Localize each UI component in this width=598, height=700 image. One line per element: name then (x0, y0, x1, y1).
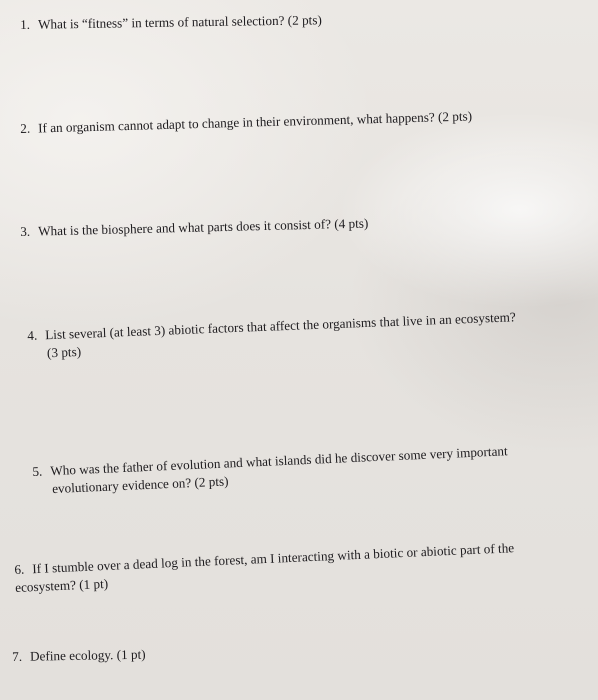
question-text-line-1: Who was the father of evolution and what islands did he discover some very important (49, 443, 508, 479)
question-4 (27, 308, 517, 363)
question-text: Define ecology. (1 pt) (29, 646, 146, 664)
question-5 (32, 442, 509, 499)
question-number: 3. (20, 223, 31, 239)
question-7 (12, 646, 146, 666)
question-text-line-1: List several (at least 3) abiotic factors that affect the organisms that live in an ecosystem? (44, 309, 516, 343)
question-text-line-2: ecosystem? (1 pt) (14, 575, 109, 595)
question-number: 6. (14, 561, 25, 577)
question-text: What is the biosphere and what parts does it consist of? (4 pts) (37, 215, 369, 239)
question-3 (20, 214, 369, 241)
question-1 (20, 11, 322, 34)
question-text-line-2: (3 pts) (46, 343, 82, 361)
question-6 (14, 539, 515, 597)
question-number: 2. (20, 120, 31, 136)
question-number: 7. (12, 648, 23, 664)
question-text-line-1: If I stumble over a dead log in the forest, am I interacting with a biotic or abiotic part of the (31, 540, 515, 577)
question-text-line-2: evolutionary evidence on? (2 pts) (51, 473, 229, 497)
question-number: 1. (20, 16, 31, 32)
question-number: 5. (32, 463, 43, 479)
question-text: If an organism cannot adapt to change in their environment, what happens? (2 pts) (37, 108, 473, 136)
question-text: What is “fitness” in terms of natural selection? (2 pts) (37, 12, 322, 32)
question-2 (20, 107, 472, 138)
question-number: 4. (27, 327, 38, 343)
